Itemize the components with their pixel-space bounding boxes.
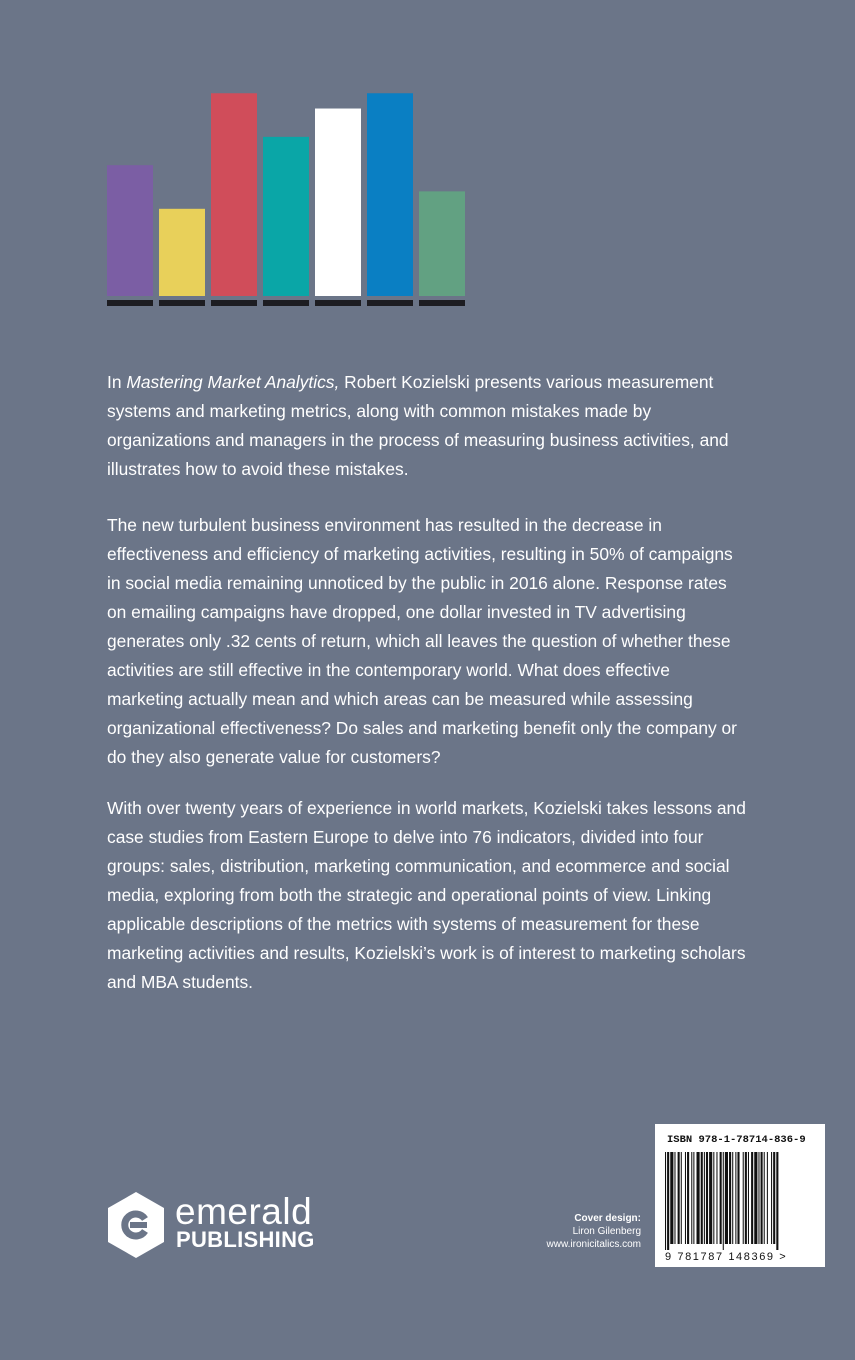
cover-bar	[315, 109, 361, 296]
publisher-name-publishing: PUBLISHING	[176, 1227, 315, 1252]
cover-bar-graphic	[0, 0, 855, 320]
blurb-paragraph-2: The new turbulent business environment has resulted in the decrease in effectiveness and efficiency of marketing activities, resulting in 50% of campaigns in social media remaining unnoticed by the public in 2016 alone. Response rates on emailing campaigns have dropped, one dollar invested in TV advertising generates only .32 cents of return, which all leaves the question of whether these activities are still effective in the contemporary world. What does effective marketing actually mean and which areas can be measured while assessing organizational effectiveness? Do sales and marketing benefit only the company or do they also generate value for customers?	[107, 515, 737, 767]
cover-bar-base	[419, 300, 465, 306]
isbn-barcode	[655, 1124, 825, 1267]
cover-bar-base	[211, 300, 257, 306]
publisher-name-emerald: emerald	[175, 1191, 313, 1232]
emerald-hexagon-icon	[105, 1190, 167, 1260]
cover-bar	[263, 137, 309, 296]
publisher-logo	[105, 1190, 345, 1270]
designer-name: Liron Gilenberg	[572, 1226, 641, 1237]
cover-bar-base	[263, 300, 309, 306]
designer-website: www.ironicitalics.com	[546, 1239, 641, 1250]
blurb-paragraph-1: In Mastering Market Analytics, Robert Kozielski presents various measurement systems and marketing metrics, along with common mistakes made by organizations and managers in the process of measuring business activities, and illustrates how to avoid these mistakes.	[107, 372, 729, 479]
cover-credits	[547, 1212, 641, 1251]
cover-bar-base	[159, 300, 205, 306]
cover-bar	[419, 191, 465, 296]
cover-bar	[367, 93, 413, 296]
cover-bar-base	[107, 300, 153, 306]
blurb-paragraph-3: With over twenty years of experience in world markets, Kozielski takes lessons and case studies from Eastern Europe to delve into 76 indicators, divided into four groups: sales, distribution, marketing communication, and ecommerce and social media, exploring from both the strategic and operational points of view. Linking applicable descriptions of the metrics with systems of measurement for these marketing activities and results, Kozielski’s work is of interest to marketing scholars and MBA students.	[107, 798, 746, 992]
cover-design-label: Cover design:	[574, 1213, 641, 1224]
cover-bar	[107, 165, 153, 296]
cover-bar	[211, 93, 257, 296]
barcode-bars	[665, 1152, 817, 1250]
barcode-digits: 9 781787 148369 >	[665, 1251, 788, 1263]
cover-bar-base	[315, 300, 361, 306]
isbn-text: ISBN 978-1-78714-836-9	[667, 1134, 806, 1146]
cover-bar-base	[367, 300, 413, 306]
book-title: Mastering Market Analytics,	[126, 372, 340, 392]
cover-bar	[159, 209, 205, 296]
